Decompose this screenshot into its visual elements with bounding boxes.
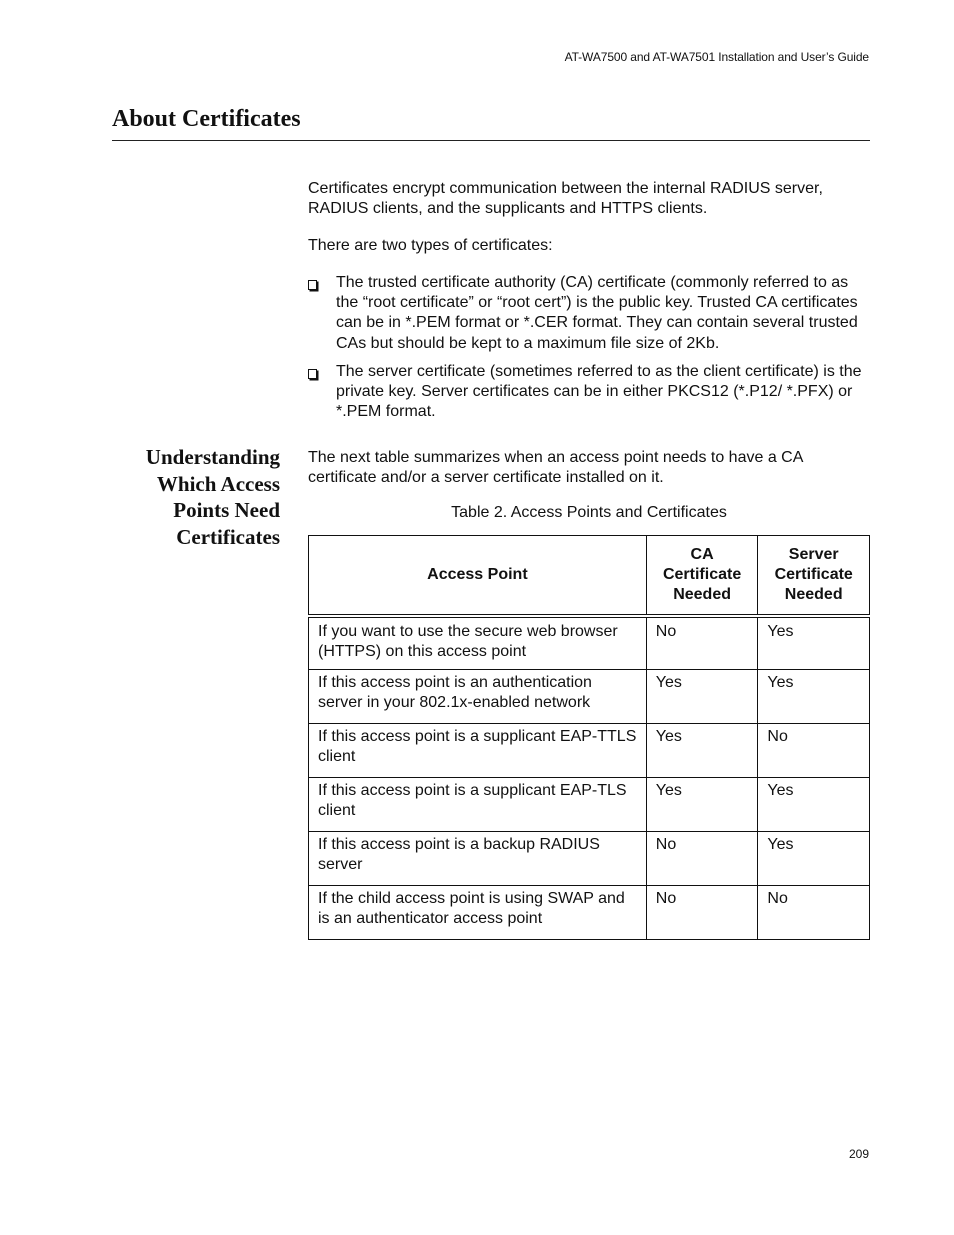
cell-ca-needed: No: [646, 616, 758, 670]
subsection-heading-line: Points Need: [173, 498, 280, 522]
cell-ca-needed: Yes: [646, 670, 758, 724]
list-item: [308, 362, 870, 423]
cell-access-point: If this access point is an authentication server in your 802.1x-enabled network: [309, 670, 647, 724]
table-header-row: [309, 536, 870, 617]
header-line: Needed: [673, 586, 731, 604]
cell-server-needed: No: [758, 886, 870, 940]
header-line: Certificate: [662, 565, 742, 583]
subsection-heading-line: Which Access: [156, 471, 280, 496]
list-item-text: The server certificate (sometimes referred to as the client certificate) is the private key. Server certificates can be in either PKCS12 (*.P12/ *.PFX) or *.PEM format.: [336, 362, 862, 421]
list-item-text: The trusted certificate authority (CA) certificate (commonly referred to as the “root certificate” or “root cert”) is the public key. Trusted CA certificates can be in *.PEM format or *.CER format. They can contain several trusted CAs but should be kept to a maximum file size of 2Kb.: [336, 274, 858, 352]
cell-ca-needed: No: [646, 886, 758, 940]
table-row: [309, 832, 870, 886]
table-row: [309, 616, 870, 670]
list-item: [308, 273, 870, 354]
cell-ca-needed: No: [646, 832, 758, 886]
subsection-heading-line: Understanding: [145, 445, 280, 469]
table-row: [309, 670, 870, 724]
table-row: [309, 724, 870, 778]
cell-server-needed: No: [758, 724, 870, 778]
table-row: [309, 778, 870, 832]
subsection-heading: [112, 444, 280, 550]
checkbox-bullet-icon: [308, 280, 317, 290]
access-points-table: [308, 535, 870, 940]
types-lead-paragraph: There are two types of certificates:: [308, 237, 553, 254]
header-line: Server: [788, 545, 839, 563]
intro-paragraph: Certificates encrypt communication between the internal RADIUS server, RADIUS clients, and the supplicants and HTTPS clients.: [308, 180, 823, 218]
column-header-server-certificate: [758, 536, 870, 617]
subsection-intro-paragraph: The next table summarizes when an access point needs to have a CA certificate and/or a server certificate installed on it.: [308, 449, 803, 487]
table-caption: Table 2. Access Points and Certificates: [451, 504, 727, 521]
subsection-heading-line: Certificates: [176, 524, 280, 549]
checkbox-bullet-icon: [308, 369, 317, 379]
cell-access-point: If this access point is a supplicant EAP-TTLS client: [309, 724, 647, 778]
header-line: Certificate: [774, 565, 853, 583]
cell-ca-needed: Yes: [646, 724, 758, 778]
cell-server-needed: Yes: [758, 778, 870, 832]
cell-access-point: If this access point is a backup RADIUS server: [309, 832, 647, 886]
table-row: [309, 886, 870, 940]
header-line: CA: [690, 545, 714, 563]
cell-server-needed: Yes: [758, 832, 870, 886]
column-header-ca-certificate: [646, 536, 758, 617]
cell-server-needed: Yes: [758, 616, 870, 670]
page-number: 209: [848, 1147, 869, 1161]
cell-access-point: If you want to use the secure web browser (HTTPS) on this access point: [309, 616, 647, 670]
cell-server-needed: Yes: [758, 670, 870, 724]
header-line: Needed: [784, 586, 843, 604]
cell-access-point: If this access point is a supplicant EAP-TLS client: [309, 778, 647, 832]
section-title: About Certificates: [112, 106, 301, 132]
column-header-access-point: Access Point: [309, 536, 647, 617]
cell-ca-needed: Yes: [646, 778, 758, 832]
running-header: AT-WA7500 and AT-WA7501 Installation and User’s Guide: [564, 50, 869, 64]
cell-access-point: If the child access point is using SWAP and is an authenticator access point: [309, 886, 647, 940]
title-rule: [112, 140, 870, 141]
certificate-types-list: [308, 273, 870, 430]
